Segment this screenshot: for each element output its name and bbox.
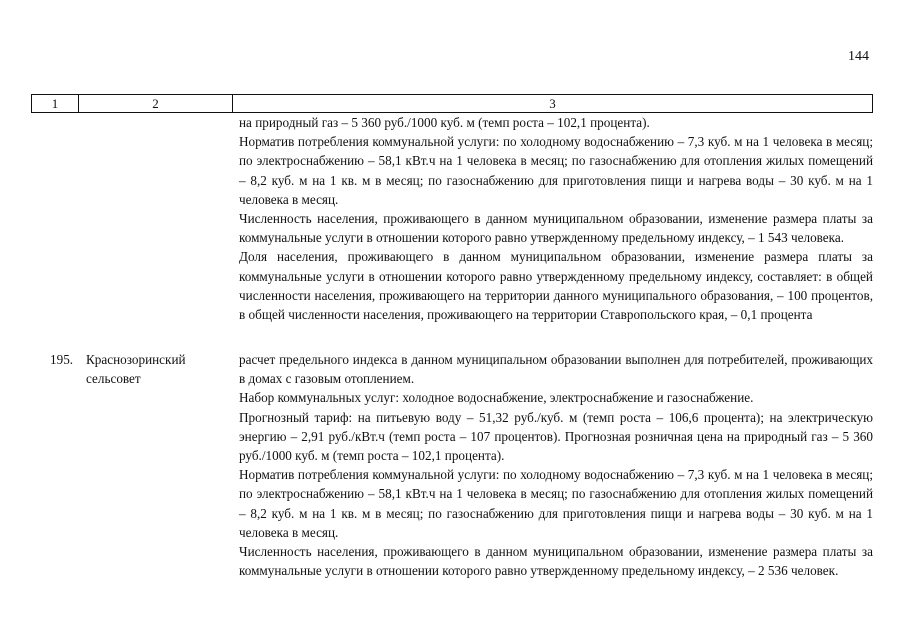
entry-name bbox=[86, 350, 236, 388]
paragraph: расчет предельного индекса в данном муниципальном образовании выполнен для потребителей, проживающих в домах с газовым отоплением. bbox=[239, 352, 873, 387]
column-header-3: 3 bbox=[549, 96, 556, 111]
column-header-1: 1 bbox=[32, 95, 79, 112]
paragraph: Численность населения, проживающего в данном муниципальном образовании, изменение размера платы за коммунальные услуги в отношении которого равно утвержденному предельному индексу, – 1 543 человека. bbox=[239, 211, 873, 246]
paragraph: Норматив потребления коммунальной услуги: по холодному водоснабжению – 7,3 куб. м на 1 человека в месяц; по электроснабжению – 58,1 кВт.ч на 1 человека в месяц; по газоснабжению для отопления жилых помещений – 8,2 куб. м на 1 кв. м в месяц; по газоснабжению для приготовления пищи и нагрева воды – 30 куб. м на 1 человека в месяц. bbox=[239, 134, 873, 207]
entry-number: 195. bbox=[50, 352, 74, 367]
entry-name-line: сельсовет bbox=[86, 371, 141, 387]
page-number: 144 bbox=[848, 49, 869, 64]
continuation-text bbox=[239, 113, 873, 324]
table-header-row bbox=[31, 94, 873, 113]
column-header-2: 2 bbox=[79, 95, 233, 112]
paragraph: Норматив потребления коммунальной услуги: по холодному водоснабжению – 7,3 куб. м на 1 человека в месяц; по электроснабжению – 58,1 кВт.ч на 1 человека в месяц; по газоснабжению для отопления жилых помещений – 8,2 куб. м на 1 кв. м в месяц; по газоснабжению для приготовления пищи и нагрева воды – 30 куб. м на 1 человека в месяц. bbox=[239, 467, 873, 540]
paragraph: Численность населения, проживающего в данном муниципальном образовании, изменение размера платы за коммунальные услуги в отношении которого равно утвержденному предельному индексу, – 2 536 человек. bbox=[239, 544, 873, 579]
entry-name-line: Краснозоринский bbox=[86, 352, 186, 367]
entry-text bbox=[239, 350, 873, 580]
paragraph: Прогнозный тариф: на питьевую воду – 51,32 руб./куб. м (темп роста – 106,6 процента); на электрическую энергию – 2,91 руб./кВт.ч (темп роста – 107 процентов). Прогнозная розничная цена на природный газ – 5 360 руб./1000 куб. м (темп роста – 102,1 процента). bbox=[239, 409, 873, 464]
paragraph: на природный газ – 5 360 руб./1000 куб. м (темп роста – 102,1 процента). bbox=[239, 115, 650, 130]
paragraph: Доля населения, проживающего в данном муниципальном образовании, изменение размера платы за коммунальные услуги в отношении которого равно утвержденному предельному индексу, составляет: в общей численности населения, проживающего на территории данного муниципального образования, – 100 процентов, в общей численности населения, проживающего на территории Ставропольского края, – 0,1 процента bbox=[239, 249, 873, 323]
paragraph: Набор коммунальных услуг: холодное водоснабжение, электроснабжение и газоснабжение. bbox=[239, 390, 754, 406]
